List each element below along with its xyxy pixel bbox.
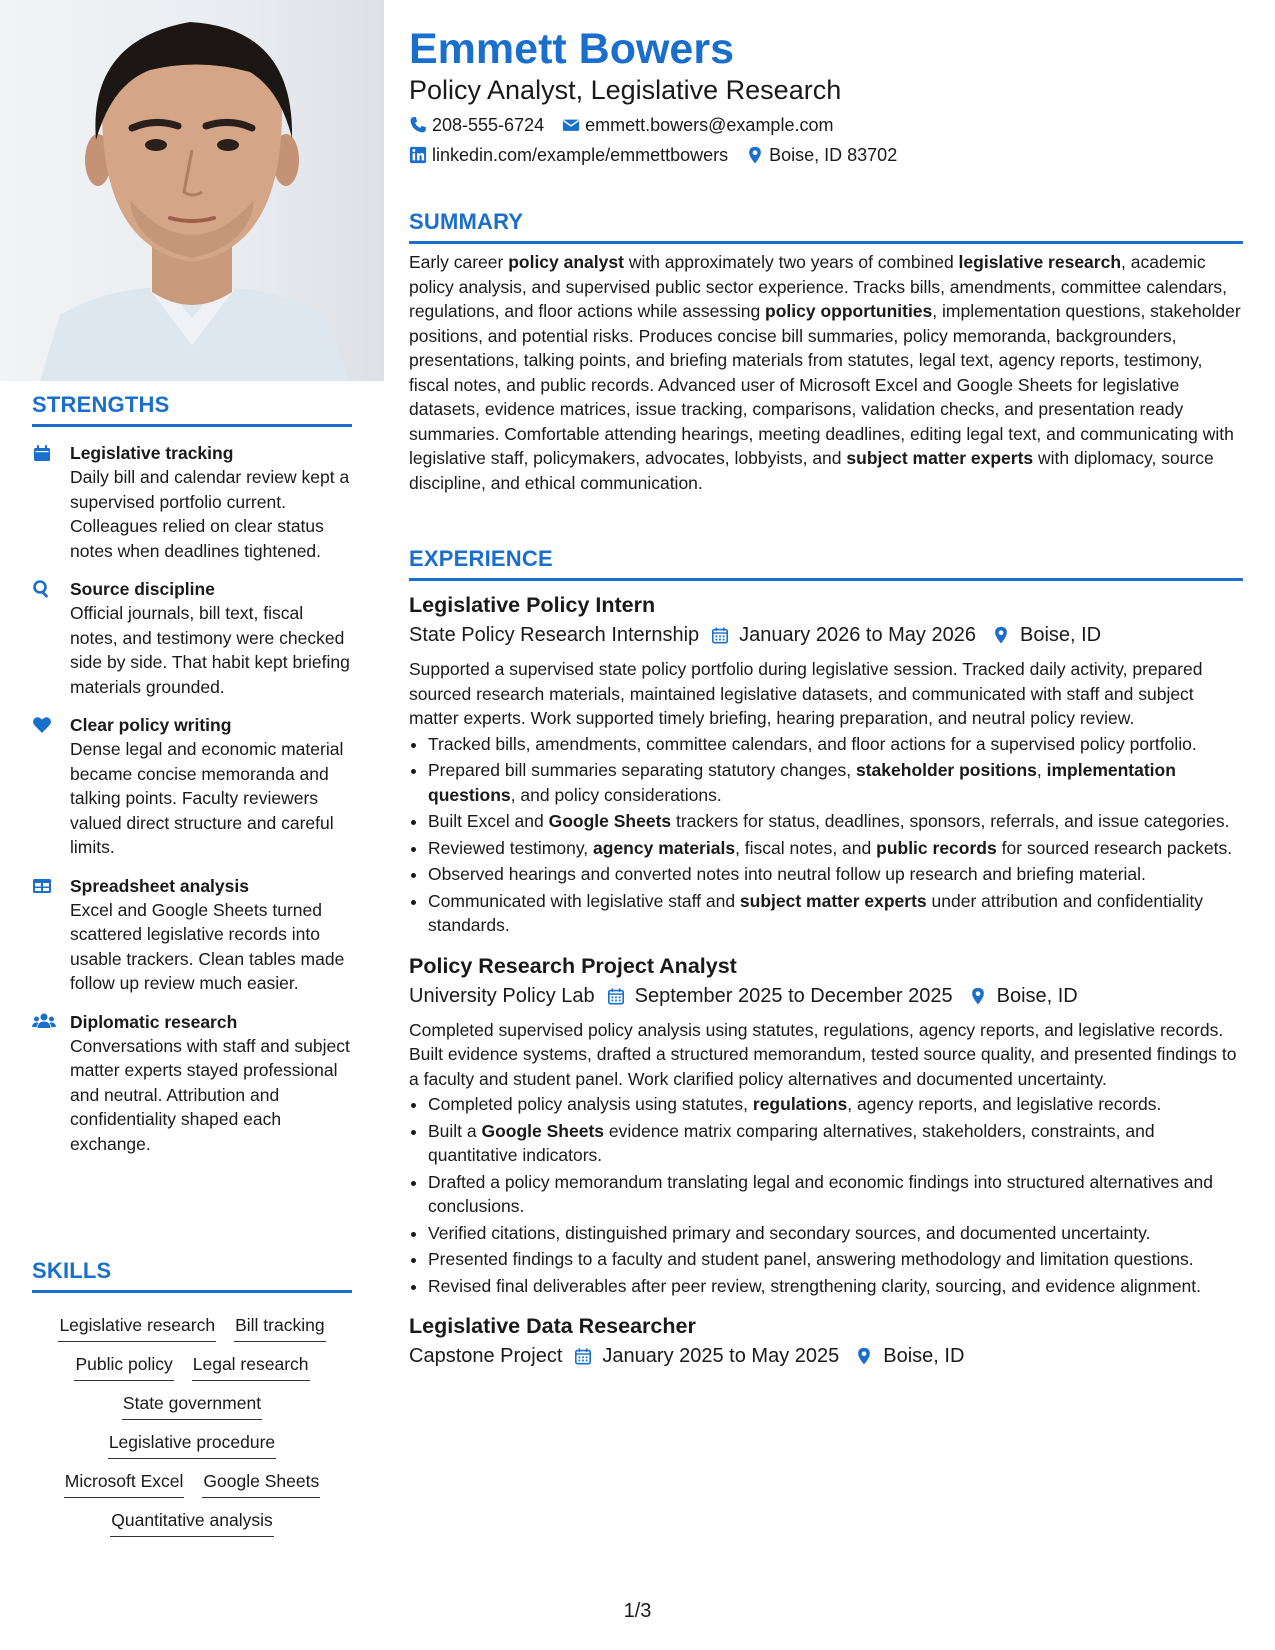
summary-text — [409, 250, 1243, 495]
strength-text: Official journals, bill text, fiscal notes, and testimony were checked side by side. That habit kept briefing materials grounded. — [70, 603, 350, 697]
job-dates: September 2025 to December 2025 — [634, 984, 953, 1007]
experience-section — [409, 546, 1243, 1370]
text-run: , academic policy analysis, and supervised public sector experience. Tracks bills, amendments, committee calendars, regulations, and floor actions while assessing — [409, 252, 1228, 321]
bold-phrase: agency materials — [593, 837, 736, 858]
skill-row — [108, 1430, 276, 1459]
map-pin-icon — [992, 626, 1010, 644]
calendar-icon — [607, 987, 625, 1005]
bold-phrase: regulations — [752, 1094, 848, 1114]
skills-section — [32, 1258, 352, 1537]
skill-tag: Google Sheets — [202, 1469, 320, 1498]
text-run: Built Excel and — [428, 811, 549, 831]
contact-location — [746, 143, 897, 167]
text-run: Presented findings to a faculty and student panel, answering methodology and limitation questions. — [428, 1249, 1194, 1269]
skill-row — [110, 1508, 273, 1537]
bold-phrase: policy analyst — [508, 252, 624, 272]
job-dates: January 2025 to May 2025 — [602, 1345, 840, 1367]
job-bullet — [428, 809, 1243, 834]
linkedin-icon — [409, 146, 427, 164]
job-location: Boise, ID — [883, 1345, 965, 1367]
job-bullet — [428, 1119, 1243, 1168]
job-organization: Capstone Project — [409, 1345, 563, 1367]
strength-item — [32, 874, 352, 996]
text-run: , implementation questions, stakeholder positions, and potential risks. Produces concise bill summaries, policy memoranda, backgrounders, presentations, talking points, and briefing materials from statutes, legal text, agency reports, testimony, fiscal notes, and public records. Advanced user of Microsoft Excel and Google Sheets for legislative datasets, evidence matrices, issue tracking, comparisons, validation checks, and presentation ready summaries. Comfortable attending hearings, meeting deadlines, editing legal text, and communicating with legislative staff, policymakers, advocates, lobbyists, and — [409, 301, 1241, 468]
text-run: Observed hearings and converted notes into neutral follow up research and briefing material. — [428, 864, 1146, 884]
bold-phrase: stakeholder positions — [856, 760, 1037, 780]
text-run: Early career — [409, 252, 509, 272]
text-run: Built a — [428, 1120, 482, 1141]
job-title: Policy Research Project Analyst — [409, 953, 737, 978]
bold-phrase: subject matter experts — [739, 890, 927, 911]
email-link[interactable]: emmett.bowers@example.com — [585, 115, 834, 135]
users-icon — [32, 1010, 70, 1157]
bold-phrase: policy opportunities — [765, 301, 933, 321]
phone-icon — [409, 116, 427, 134]
strength-item — [32, 713, 352, 860]
strength-title: Diplomatic research — [70, 1011, 238, 1032]
bold-phrase: subject matter experts — [846, 448, 1034, 468]
heart-icon — [32, 713, 70, 860]
job-description: Supported a supervised state policy portfolio during legislative session. Tracked daily activity, prepared sourced research materials, maintained legislative datasets, and communicated with staff and subject matter experts. Work supported timely briefing, hearing preparation, and neutral policy review. — [409, 659, 1203, 728]
text-run: Communicated with legislative staff and — [428, 890, 740, 911]
job-bullets — [409, 1092, 1243, 1298]
phone-text: 208-555-6724 — [432, 115, 545, 135]
strength-text: Excel and Google Sheets turned scattered legislative records into usable trackers. Clean tables made follow up review much easier. — [70, 899, 345, 993]
strength-text: Conversations with staff and subject matter experts stayed professional and neutral. Attribution and confidentiality shaped each exchange. — [70, 1035, 350, 1154]
strength-title: Spreadsheet analysis — [70, 875, 249, 896]
text-run: for sourced research packets. — [996, 837, 1233, 858]
skill-row — [74, 1352, 309, 1381]
contact-row — [409, 143, 897, 167]
job-bullet — [428, 1221, 1243, 1246]
text-run: with approximately two years of combined — [623, 252, 959, 272]
calendar-icon — [32, 441, 70, 563]
text-run: with diplomacy, source discipline, and ethical communication. — [409, 448, 1214, 493]
envelope-icon — [562, 116, 580, 134]
bold-phrase: public records — [876, 837, 997, 858]
text-run: trackers for status, deadlines, sponsors, referrals, and issue categories. — [671, 811, 1230, 831]
job-entry — [409, 952, 1243, 1299]
skill-tag: Quantitative analysis — [110, 1508, 273, 1537]
portrait-illustration — [0, 0, 384, 381]
text-run: Verified citations, distinguished primary and secondary sources, and documented uncertainty. — [428, 1222, 1151, 1243]
strength-item — [32, 441, 352, 563]
job-meta — [409, 621, 1243, 649]
skill-tag: Legal research — [192, 1352, 310, 1381]
skill-tag: State government — [122, 1391, 262, 1420]
experience-heading: EXPERIENCE — [409, 546, 1243, 581]
text-run: Tracked bills, amendments, committee calendars, and floor actions for a supervised policy portfolio. — [428, 733, 1197, 754]
strengths-section — [32, 392, 352, 1156]
jobs-list — [409, 591, 1243, 1370]
page-number: 1/3 — [623, 1600, 652, 1622]
strength-item — [32, 577, 352, 699]
text-run: , — [1036, 760, 1047, 780]
job-bullet — [428, 732, 1243, 757]
contact-phone — [409, 113, 544, 137]
map-pin-icon — [855, 1347, 873, 1365]
linkedin-link[interactable]: linkedin.com/example/emmettbowers — [432, 145, 729, 165]
job-entry — [409, 1312, 1243, 1370]
contact-row — [409, 113, 833, 137]
skills-heading: SKILLS — [32, 1258, 352, 1293]
strength-title: Source discipline — [70, 579, 215, 599]
job-organization: University Policy Lab — [409, 984, 595, 1007]
skill-row — [122, 1391, 262, 1420]
skill-tag: Public policy — [74, 1352, 173, 1381]
text-run: evidence matrix comparing alternatives, stakeholders, constraints, and quantitative indicators. — [428, 1120, 1155, 1165]
strength-title: Clear policy writing — [70, 715, 232, 735]
job-title: Legislative Policy Intern — [409, 593, 656, 617]
job-bullet — [428, 758, 1243, 807]
text-run: under attribution and confidentiality standards. — [428, 890, 1203, 935]
strength-text: Dense legal and economic material became concise memoranda and talking points. Faculty reviewers valued direct structure and careful limits. — [70, 739, 344, 857]
text-run: Revised final deliverables after peer review, strengthening clarity, sourcing, and evidence alignment. — [428, 1275, 1202, 1296]
skills-list — [32, 1303, 352, 1537]
skill-tag: Legislative research — [58, 1313, 216, 1342]
job-meta — [409, 1342, 1243, 1370]
text-run: , and policy considerations. — [510, 784, 722, 805]
text-run: Drafted a policy memorandum translating legal and economic findings into structured alternatives and conclusions. — [428, 1171, 1214, 1216]
calendar-icon — [574, 1347, 592, 1365]
text-run: Prepared bill summaries separating statutory changes, — [428, 760, 856, 780]
job-description: Completed supervised policy analysis using statutes, regulations, agency reports, and legislative records. Built evidence systems, drafted a structured memorandum, tested source quality, and presented findings to a faculty and student panel. Work clarified policy alternatives and documented uncertainty. — [409, 1019, 1237, 1089]
job-organization: State Policy Research Internship — [409, 624, 700, 646]
job-location: Boise, ID — [996, 984, 1078, 1007]
bold-phrase: Google Sheets — [481, 1120, 605, 1141]
strengths-heading: STRENGTHS — [32, 392, 352, 427]
bold-phrase: legislative research — [958, 252, 1122, 272]
candidate-headline: Policy Analyst, Legislative Research — [409, 75, 842, 105]
job-bullet — [428, 1247, 1243, 1272]
contact-linkedin[interactable] — [409, 143, 728, 167]
bold-phrase: Google Sheets — [548, 811, 672, 831]
job-bullets — [409, 732, 1243, 938]
text-run: Reviewed testimony, — [428, 837, 594, 858]
text-run: Completed policy analysis using statutes, — [428, 1094, 753, 1114]
skill-tag: Legislative procedure — [108, 1430, 276, 1459]
search-icon — [32, 577, 70, 699]
bold-phrase: implementation questions — [428, 760, 1176, 805]
left-column — [0, 0, 384, 1650]
job-meta — [409, 982, 1243, 1010]
calendar-icon — [711, 626, 729, 644]
candidate-name: Emmett Bowers — [409, 25, 734, 73]
profile-photo — [0, 0, 384, 381]
skill-tag: Bill tracking — [234, 1313, 325, 1342]
job-location: Boise, ID — [1019, 624, 1102, 646]
text-run: , agency reports, and legislative records. — [847, 1094, 1162, 1114]
job-entry — [409, 591, 1243, 938]
job-title: Legislative Data Researcher — [409, 1314, 696, 1338]
skill-tag: Microsoft Excel — [64, 1469, 185, 1498]
job-bullet — [428, 1092, 1243, 1117]
skill-row — [64, 1469, 320, 1498]
job-dates: January 2026 to May 2026 — [739, 624, 976, 646]
contact-email[interactable] — [562, 113, 833, 137]
summary-section — [409, 209, 1243, 495]
map-pin-icon — [746, 146, 764, 164]
location-text: Boise, ID 83702 — [769, 145, 898, 165]
table-icon — [32, 874, 70, 996]
strength-text: Daily bill and calendar review kept a supervised portfolio current. Colleagues relied on clear status notes when deadlines tightened. — [70, 467, 350, 561]
strength-item — [32, 1010, 352, 1157]
job-bullet — [428, 862, 1243, 887]
summary-heading: SUMMARY — [409, 209, 1243, 244]
skill-row — [58, 1313, 325, 1342]
strength-title: Legislative tracking — [70, 443, 234, 463]
job-bullet — [428, 889, 1243, 938]
map-pin-icon — [969, 987, 987, 1005]
job-bullet — [428, 836, 1243, 861]
job-bullet — [428, 1274, 1243, 1299]
text-run: , fiscal notes, and — [735, 837, 877, 858]
job-bullet — [428, 1170, 1243, 1219]
